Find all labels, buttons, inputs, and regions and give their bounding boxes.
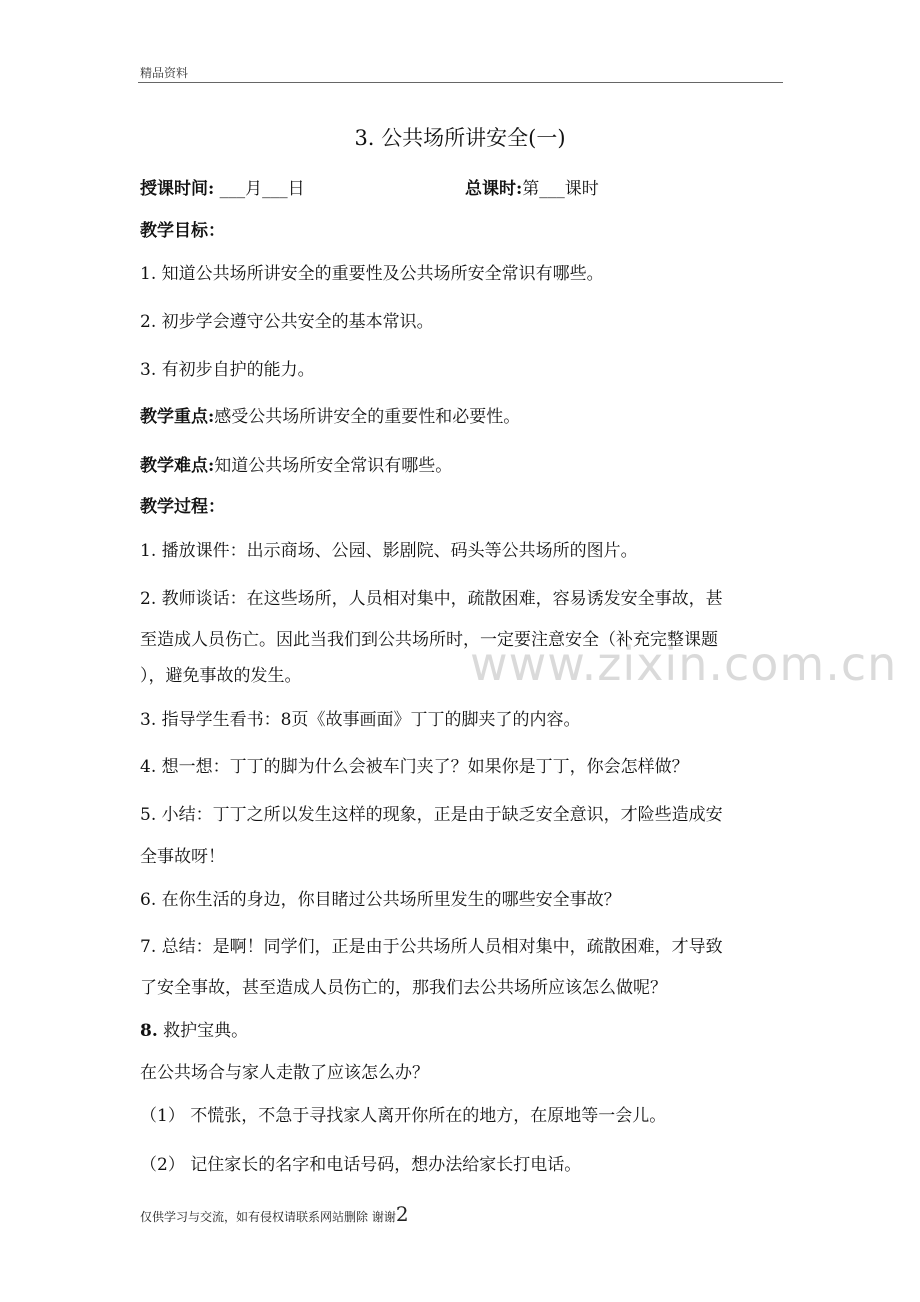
process-line: 2. 教师谈话：在这些场所，人员相对集中，疏散困难，容易诱发安全事故，甚 — [140, 589, 723, 609]
page-number: 2 — [395, 1202, 409, 1226]
process-heading: 教学过程： — [140, 497, 225, 517]
key-point-text: 感受公共场所讲安全的重要性和必要性。 — [214, 407, 521, 427]
goal-item: 3. 有初步自护的能力。 — [140, 360, 315, 380]
header-rule — [138, 82, 783, 83]
class-time-label: 授课时间: — [140, 179, 215, 199]
total-hours-value: 第___课时 — [522, 179, 599, 199]
page-footer — [140, 1202, 409, 1226]
process-line: 3. 指导学生看书：8页《故事画面》丁丁的脚夹了的内容。 — [140, 710, 581, 730]
page-header: 精品资料 — [140, 66, 189, 80]
difficulty-text: 知道公共场所安全常识有哪些。 — [214, 456, 453, 476]
process-line: 了安全事故，甚至造成人员伤亡的，那我们去公共场所应该怎么做呢？ — [140, 978, 667, 998]
process-line: 7. 总结：是啊！同学们，正是由于公共场所人员相对集中，疏散困难，才导致 — [140, 937, 723, 957]
answer-item: （2） 记住家长的名字和电话号码，想办法给家长打电话。 — [140, 1155, 582, 1175]
rescue-number: 8. — [140, 1021, 158, 1041]
rescue-text: 救护宝典。 — [157, 1021, 249, 1041]
goal-item: 1. 知道公共场所讲安全的重要性及公共场所安全常识有哪些。 — [140, 264, 604, 284]
document-title: 3. 公共场所讲安全(一) — [354, 126, 566, 150]
question-line: 在公共场合与家人走散了应该怎么办？ — [140, 1063, 429, 1083]
process-line: 4. 想一想：丁丁的脚为什么会被车门夹了？如果你是丁丁，你会怎样做？ — [140, 757, 689, 777]
rescue-line — [140, 1016, 248, 1041]
class-time-value: ___月___日 — [214, 179, 305, 199]
total-hours-line — [465, 174, 599, 199]
total-hours-label: 总课时: — [465, 179, 523, 199]
key-point-label: 教学重点: — [140, 407, 215, 427]
process-line: 6. 在你生活的身边，你目睹过公共场所里发生的哪些安全事故？ — [140, 890, 621, 910]
key-point-line — [140, 402, 520, 427]
goal-item: 2. 初步学会遵守公共安全的基本常识。 — [140, 312, 434, 332]
process-line: 至造成人员伤亡。因此当我们到公共场所时，一定要注意安全（补充完整课题 — [140, 630, 718, 650]
goals-heading: 教学目标： — [140, 221, 225, 241]
footer-text: 仅供学习与交流，如有侵权请联系网站删除 谢谢 — [140, 1210, 396, 1224]
process-line: 1. 播放课件：出示商场、公园、影剧院、码头等公共场所的图片。 — [140, 541, 638, 561]
difficulty-line — [140, 451, 452, 476]
process-line: ），避免事故的发生。 — [140, 666, 302, 686]
difficulty-label: 教学难点: — [140, 456, 215, 476]
class-time-line — [140, 174, 305, 199]
answer-item: （1） 不慌张，不急于寻找家人离开你所在的地方，在原地等一会儿。 — [140, 1106, 667, 1126]
process-line: 5. 小结：丁丁之所以发生这样的现象，正是由于缺乏安全意识，才险些造成安 — [140, 805, 723, 825]
process-line: 全事故呀！ — [140, 847, 225, 867]
watermark: www.zixin.com.cn — [470, 637, 898, 691]
